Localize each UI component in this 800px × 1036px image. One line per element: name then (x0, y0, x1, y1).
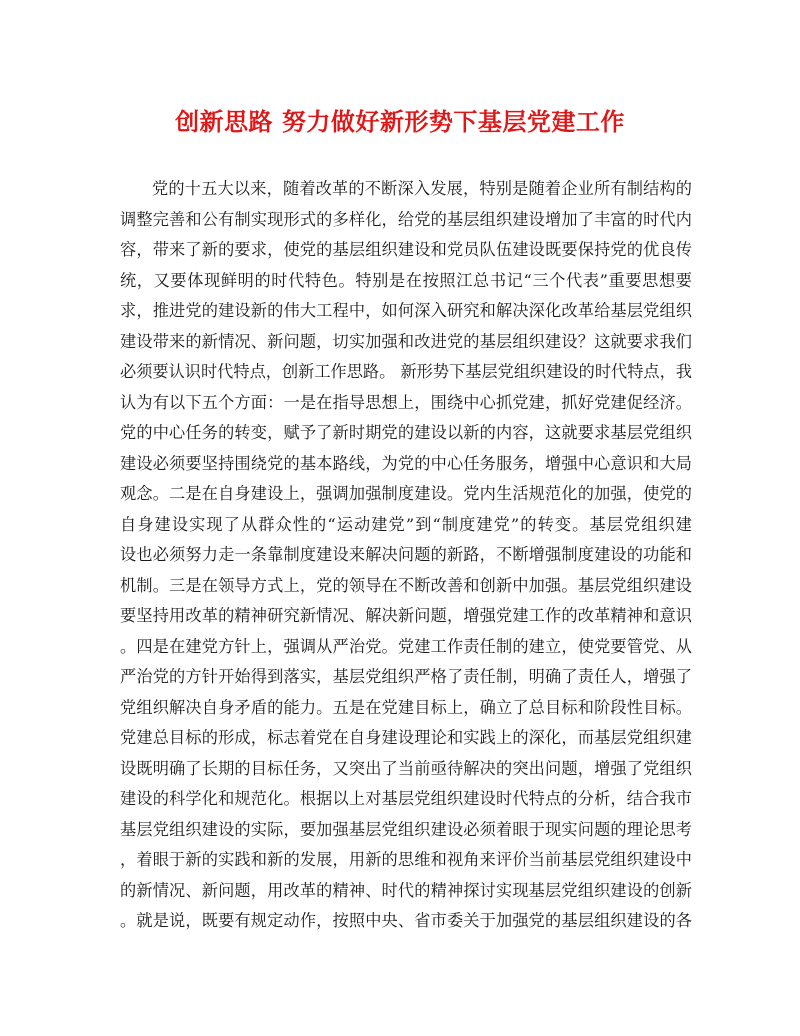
text-line: 观念。二是在自身建设上，强调加强制度建设。党内生活规范化的加强，使党的 (120, 484, 692, 503)
text-line: ，着眼于新的实践和新的发展，用新的思维和视角来评价当前基层党组织建设中 (120, 850, 692, 869)
text-line: 求，推进党的建设新的伟大工程中，如何深入研究和解决深化改革给基层党组织 (120, 301, 692, 320)
text-line: 。就是说，既要有规定动作，按照中央、省市委关于加强党的基层组织建设的各 (120, 911, 692, 930)
text-line: 设也必须努力走一条靠制度建设来解决问题的新路，不断增强制度建设的功能和 (120, 545, 692, 564)
document-body (120, 174, 692, 937)
text-line: 认为有以下五个方面：一是在指导思想上，围绕中心抓党建，抓好党建促经济。 (120, 392, 692, 412)
text-line: 统，又要体现鲜明的时代特色。特别是在按照江总书记“三个代表”重要思想要 (120, 270, 692, 290)
text-line: 容，带来了新的要求，使党的基层组织建设和党员队伍建设既要保持党的优良传 (120, 240, 692, 259)
text-line: 自身建设实现了从群众性的“运动建党”到“制度建党”的转变。基层党组织建 (120, 514, 692, 534)
text-line: 机制。三是在领导方式上，党的领导在不断改善和创新中加强。基层党组织建设 (120, 575, 692, 595)
text-line: 必须要认识时代特点，创新工作思路。 新形势下基层党组织建设的时代特点，我 (120, 362, 692, 381)
text-line: 严治党的方针开始得到落实，基层党组织严格了责任制，明确了责任人，增强了 (120, 667, 692, 686)
text-line: 基层党组织建设的实际，要加强基层党组织建设必须着眼于现实问题的理论思考 (120, 819, 692, 839)
text-line: 。四是在建党方针上，强调从严治党。党建工作责任制的建立，使党要管党、从 (120, 636, 692, 656)
text-line: 党建总目标的形成，标志着党在自身建设理论和实践上的深化，而基层党组织建 (120, 728, 692, 747)
text-line: 建设带来的新情况、新问题，切实加强和改进党的基层组织建设？这就要求我们 (120, 331, 692, 351)
text-line: 建设的科学化和规范化。根据以上对基层党组织建设时代特点的分析，结合我市 (120, 789, 692, 808)
text-line: 党的中心任务的转变，赋予了新时期党的建设以新的内容，这就要求基层党组织 (120, 423, 692, 442)
document-title: 创新思路 努力做好新形势下基层党建工作 (175, 107, 625, 136)
text-line: 建设必须要坚持围绕党的基本路线，为党的中心任务服务，增强中心意识和大局 (120, 453, 692, 473)
text-line: 党的十五大以来，随着改革的不断深入发展，特别是随着企业所有制结构的 (152, 179, 692, 198)
text-line: 设既明确了长期的目标任务，又突出了当前亟待解决的突出问题，增强了党组织 (120, 758, 692, 778)
text-line: 调整完善和公有制实现形式的多样化，给党的基层组织建设增加了丰富的时代内 (120, 209, 692, 229)
text-line: 要坚持用改革的精神研究新情况、解决新问题，增强党建工作的改革精神和意识 (120, 606, 692, 625)
text-line: 的新情况、新问题，用改革的精神、时代的精神探讨实现基层党组织建设的创新 (120, 880, 692, 900)
text-line: 党组织解决自身矛盾的能力。五是在党建目标上，确立了总目标和阶段性目标。 (120, 697, 692, 717)
